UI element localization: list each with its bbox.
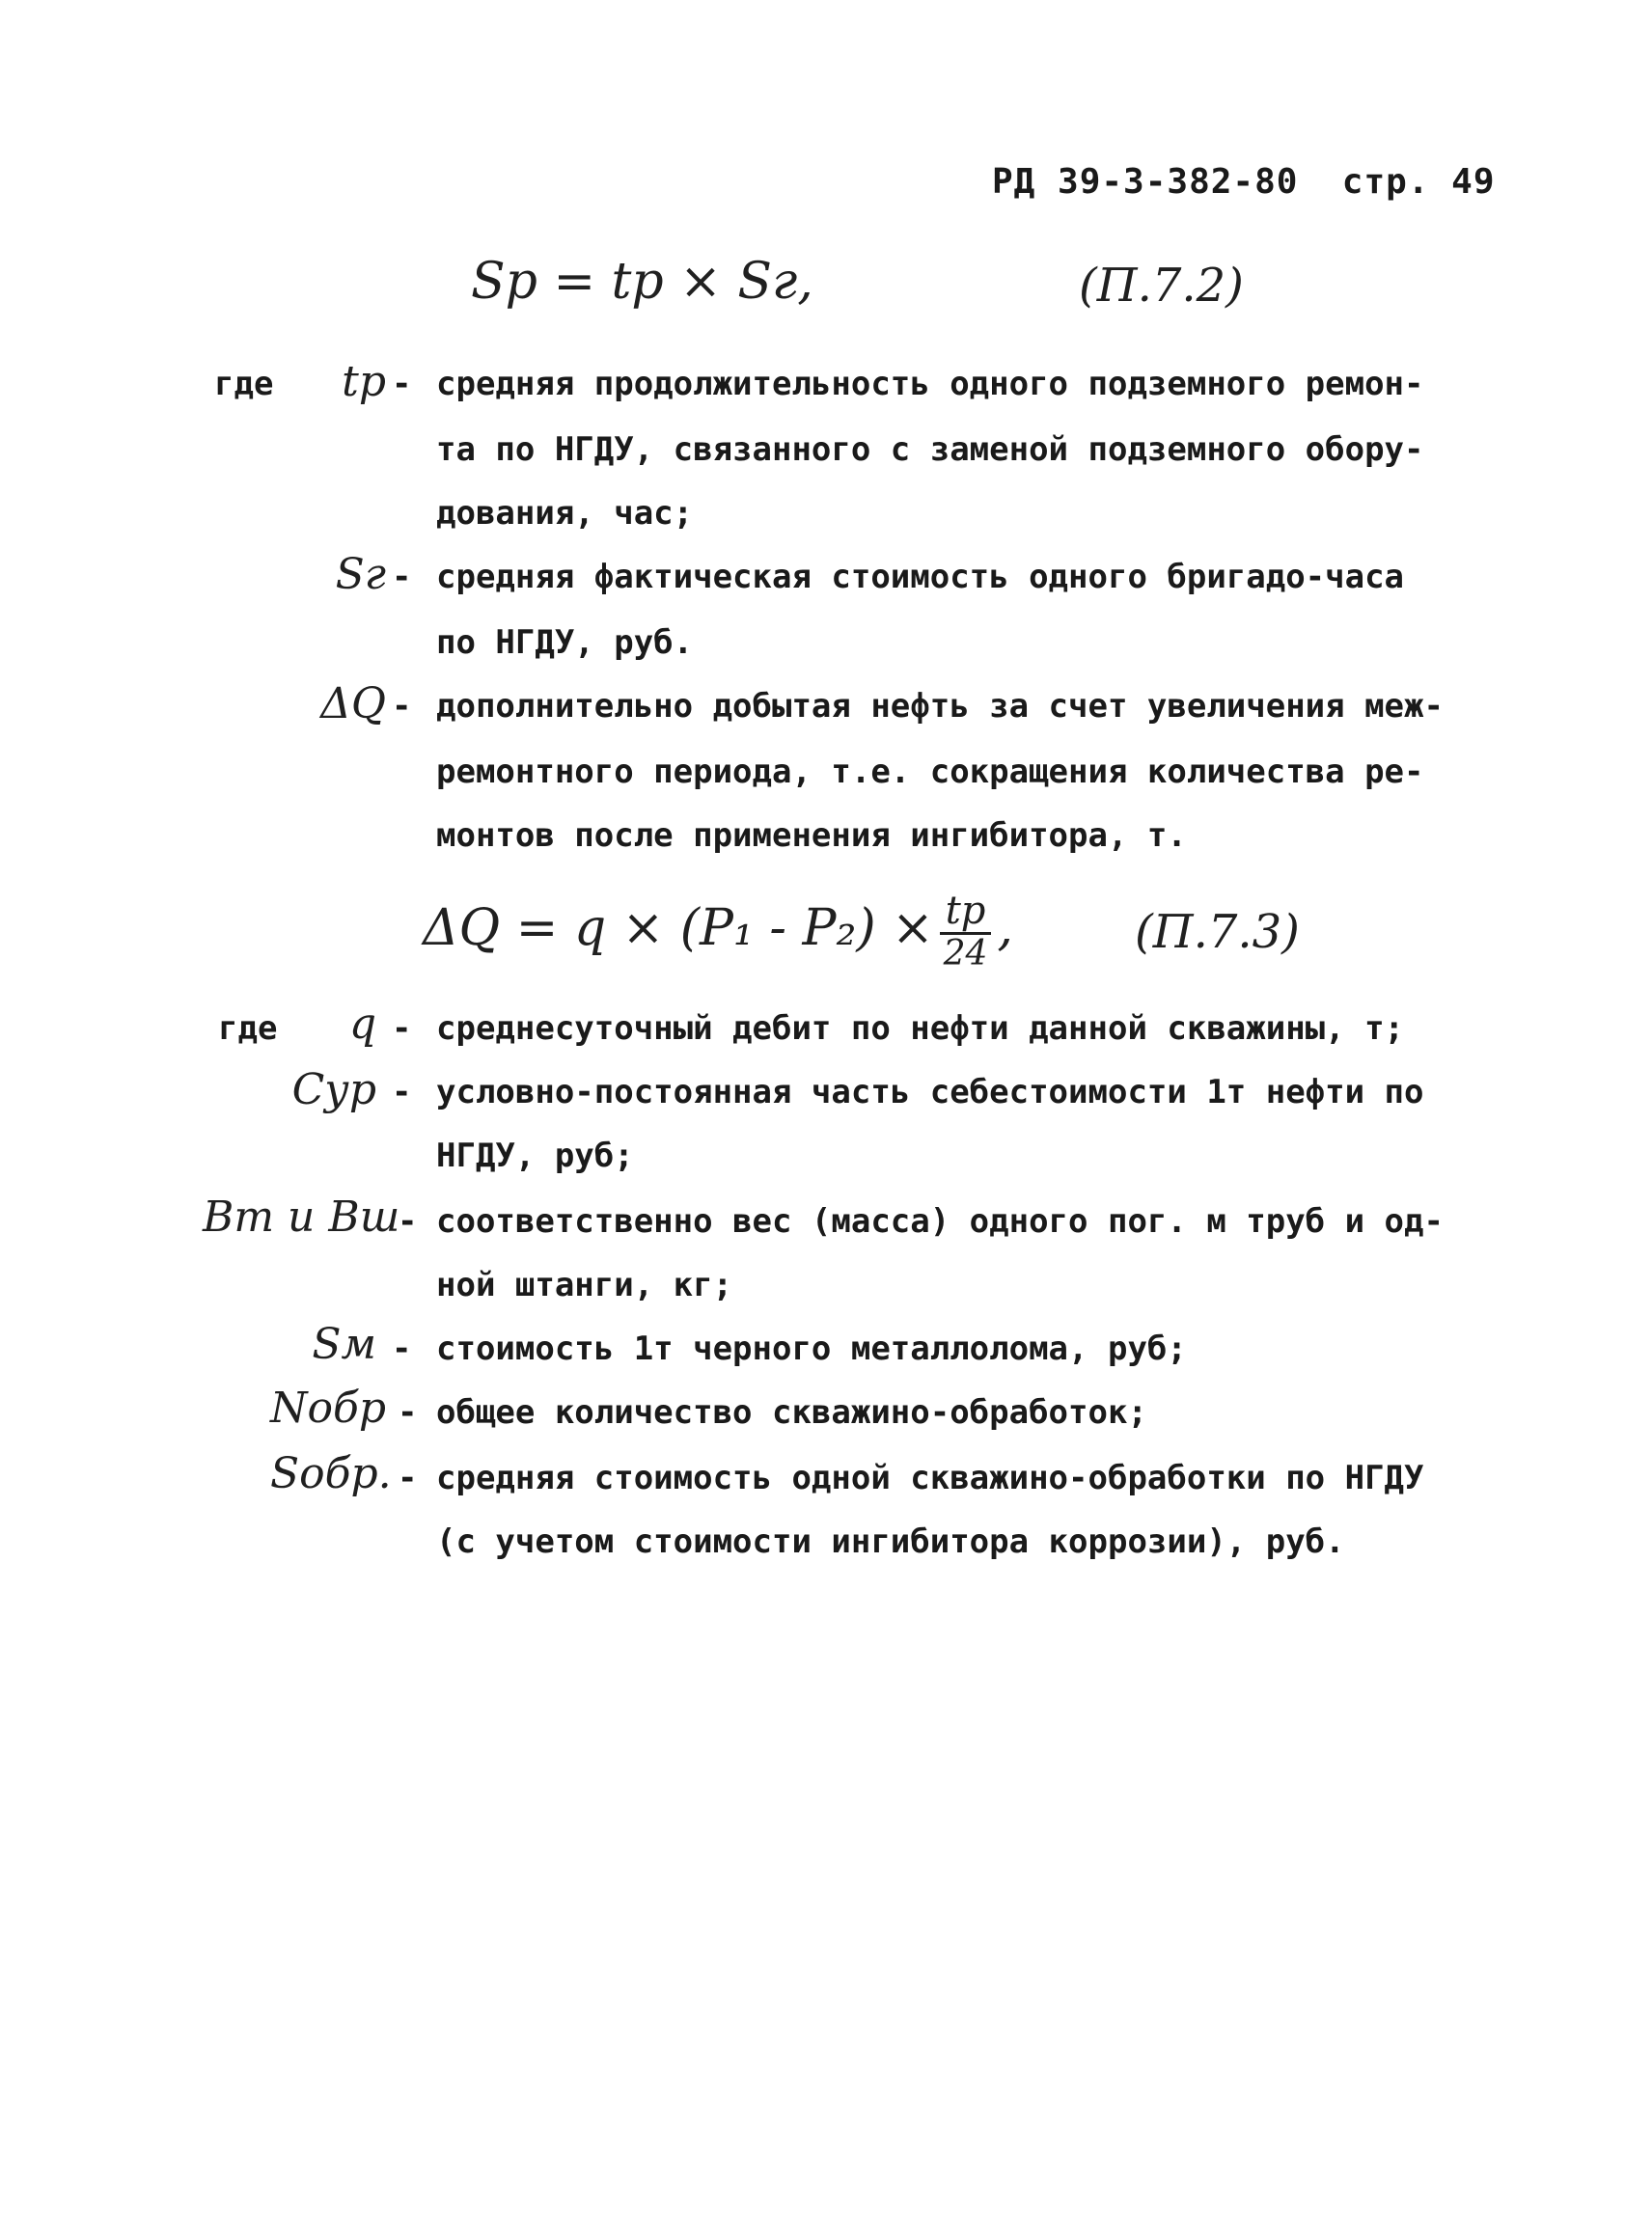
symbol-tp: tр (342, 357, 386, 406)
formula-7-2-number: (П.7.2) (1079, 259, 1244, 313)
term-bt-bsh-line-1: соответственно вес (масса) одного пог. м труб и од- (436, 1202, 1444, 1241)
formula-7-3-tail: , (997, 899, 1013, 957)
term-bt-bsh-line-2: ной штанги, кг; (436, 1266, 733, 1304)
symbol-sm: Sм (312, 1320, 376, 1369)
term-sobr-line-1: средняя стоимость одной скважино-обработки по НГДУ (436, 1459, 1424, 1497)
where-label-2: где (218, 1009, 278, 1048)
formula-7-3-number: (П.7.3) (1135, 905, 1300, 959)
fraction-denominator: 24 (943, 934, 988, 973)
term-tp-line-3: дования, час; (436, 494, 694, 533)
dash-sg: - (392, 558, 412, 596)
dash-cup: - (392, 1073, 412, 1111)
term-cup-line-2: НГДУ, руб; (436, 1137, 634, 1175)
symbol-cup: Сур (291, 1065, 376, 1114)
term-cup-line-1: условно-постоянная часть себестоимости 1т нефти по (436, 1073, 1424, 1111)
term-sm-line-1: стоимость 1т черного металлолома, руб; (436, 1330, 1187, 1368)
dash-dq: - (392, 687, 412, 726)
formula-7-3-lhs: ΔQ = q × (P₁ - P₂) × (423, 899, 934, 957)
term-sg-line-1: средняя фактическая стоимость одного бригадо-часа (436, 558, 1405, 596)
formula-7-2: Sр = tр × Sг, (471, 253, 813, 311)
symbol-sg: Sг (335, 550, 386, 599)
term-dq-line-3: монтов после применения ингибитора, т. (436, 816, 1187, 855)
symbol-nobr: Nобр (270, 1384, 387, 1433)
symbol-q: q (348, 1000, 376, 1049)
term-q-line-1: среднесуточный дебит по нефти данной скважины, т; (436, 1009, 1405, 1048)
fraction-numerator: tр (940, 891, 992, 935)
dash-sobr: - (398, 1459, 418, 1497)
term-tp-line-1: средняя продолжительность одного подземного ремон- (436, 365, 1424, 403)
symbol-sobr: Sобр. (270, 1449, 392, 1498)
dash-tp: - (392, 365, 412, 403)
dash-bt-bsh: - (398, 1202, 418, 1241)
symbol-dq: ΔQ (320, 679, 386, 728)
symbol-bt-bsh: Вт и Вш (203, 1193, 400, 1242)
term-nobr-line-1: общее количество скважино-обработок; (436, 1393, 1147, 1432)
formula-7-3-fraction (940, 891, 992, 972)
term-sg-line-2: по НГДУ, руб. (436, 623, 694, 662)
formula-7-3 (423, 891, 1013, 972)
dash-nobr: - (398, 1393, 418, 1432)
dash-q: - (392, 1009, 412, 1048)
term-tp-line-2: та по НГДУ, связанного с заменой подземного обору- (436, 430, 1424, 469)
page-number: стр. 49 (1341, 162, 1496, 202)
term-dq-line-1: дополнительно добытая нефть за счет увеличения меж- (436, 687, 1444, 726)
term-sobr-line-2: (с учетом стоимости ингибитора коррозии), руб. (436, 1522, 1345, 1561)
page-header (992, 162, 1496, 202)
where-label-1: где (214, 365, 274, 403)
dash-sm: - (392, 1330, 412, 1368)
term-dq-line-2: ремонтного периода, т.е. сокращения количества ре- (436, 753, 1424, 791)
doc-code: РД 39-3-382-80 (992, 162, 1299, 202)
